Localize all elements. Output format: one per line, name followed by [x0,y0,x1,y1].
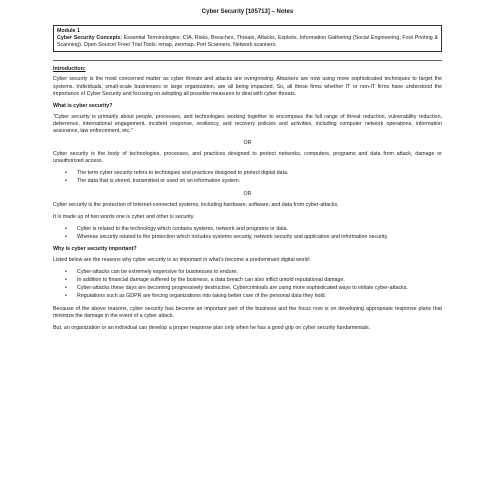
definition-3: Cyber security is the protection of Internet-connected systems, including hardware, software, and data from cyber-attacks. [53,201,339,208]
why-paragraph-2: But, an organization or an individual can develop a proper response plan only when he has a good grip on cyber security fundamentals. [53,324,371,331]
why-intro: Listed below are the reasons why cyber security is so important in what’s become a predominant digital world: [53,257,311,264]
definition-4: It is made up of two words one is cyber and other is security. [53,213,195,220]
list-item [53,234,442,241]
list-item-text: The data that is stored, transmitted or used on an information system. [77,178,241,185]
why-paragraph-1: Because of the above reasons, cyber security has become an important part of the business and the focus now is on developing appropriate response plans that minimize the damage in the event of a cyber attack. [53,305,442,319]
bullet-icon: • [65,178,67,185]
concepts-text: : Essential Terminologies: CIA, Risks, Breaches, Threats, Attacks, Exploits. Information Gathering (Social Engineering, Foot Printing & Scanning). Open Source/ Free/ Trial Tools: nmap, zenmap, Port Scanners, Network scanners. [57,35,438,49]
document-title: Cyber Security [105713] – Notes [201,9,294,15]
bullet-icon: • [65,277,67,284]
definition-bullets-2 [53,226,442,241]
bullet-icon: • [65,293,67,300]
list-item-text: Whereas security related to the protection which includes systems security, network security and application and information security. [77,233,389,240]
or-separator-1: OR [243,140,252,147]
list-item-text: In addition to financial damage suffered by the business, a data breach can also inflict untold reputational damage. [77,277,345,284]
intro-paragraph: Cyber security is the most concerned matter as cyber threats and attacks are overgrowing. Attackers are now using more sophisticated techniques to target the systems. Individuals, small-scale businesses or large organization, are all being impacted. So, all these firms whether IT or non-IT firms have understood the importance of Cyber Security and focusing on adopting all possible measures to deal with cyber threats. [53,76,442,97]
why-question: Why is cyber security important? [53,246,137,252]
module-heading: Module 1 [57,28,80,35]
module-concepts [57,35,438,49]
list-item-text: Cyber-attacks these days are becoming progressively destructive. Cybercriminals are using more sophisticated ways to initiate cyber-attacks. [77,285,408,292]
concepts-label: Cyber Security Concepts [57,35,121,42]
bullet-icon: • [65,233,67,240]
bullet-icon: • [65,225,67,232]
bullet-icon: • [65,170,67,177]
list-item [53,285,442,292]
list-item [53,226,442,233]
definition-bullets-1 [53,170,442,185]
list-item [53,178,442,185]
why-bullets [53,269,442,300]
list-item [53,293,442,300]
definition-1: "Cyber security is primarily about people, processes, and technologies working together to encompass the full range of threat reduction, vulnerability reduction, deterrence, international engagement, incident response, resiliency, and recovery policies and activities, including computer network operations, information assurance, law enforcement, etc." [53,113,442,134]
definition-2: Cyber security is the body of technologies, processes, and practices designed to protect networks, computers, programs and data from attack, damage or unauthorized access. [53,151,442,165]
list-item-text: Cyber-attacks can be extremely expensive for businesses to endure. [77,269,238,276]
or-separator-2: OR [243,190,252,197]
module-summary-box [53,25,442,52]
list-item [53,277,442,284]
bullet-icon: • [65,269,67,276]
list-item-text: The term cyber security refers to techniques and practices designed to protect digital data. [77,170,289,177]
list-item-text: Regulations such as GDPR are forcing organizations into taking better care of the personal data they hold. [77,293,327,300]
list-item [53,269,442,276]
bullet-icon: • [65,285,67,292]
what-question: What is cyber security? [53,102,113,109]
list-item [53,170,442,177]
list-item-text: Cyber is related to the technology which contains systems, network and programs or data. [77,225,289,232]
intro-heading: Introduction: [53,60,442,73]
